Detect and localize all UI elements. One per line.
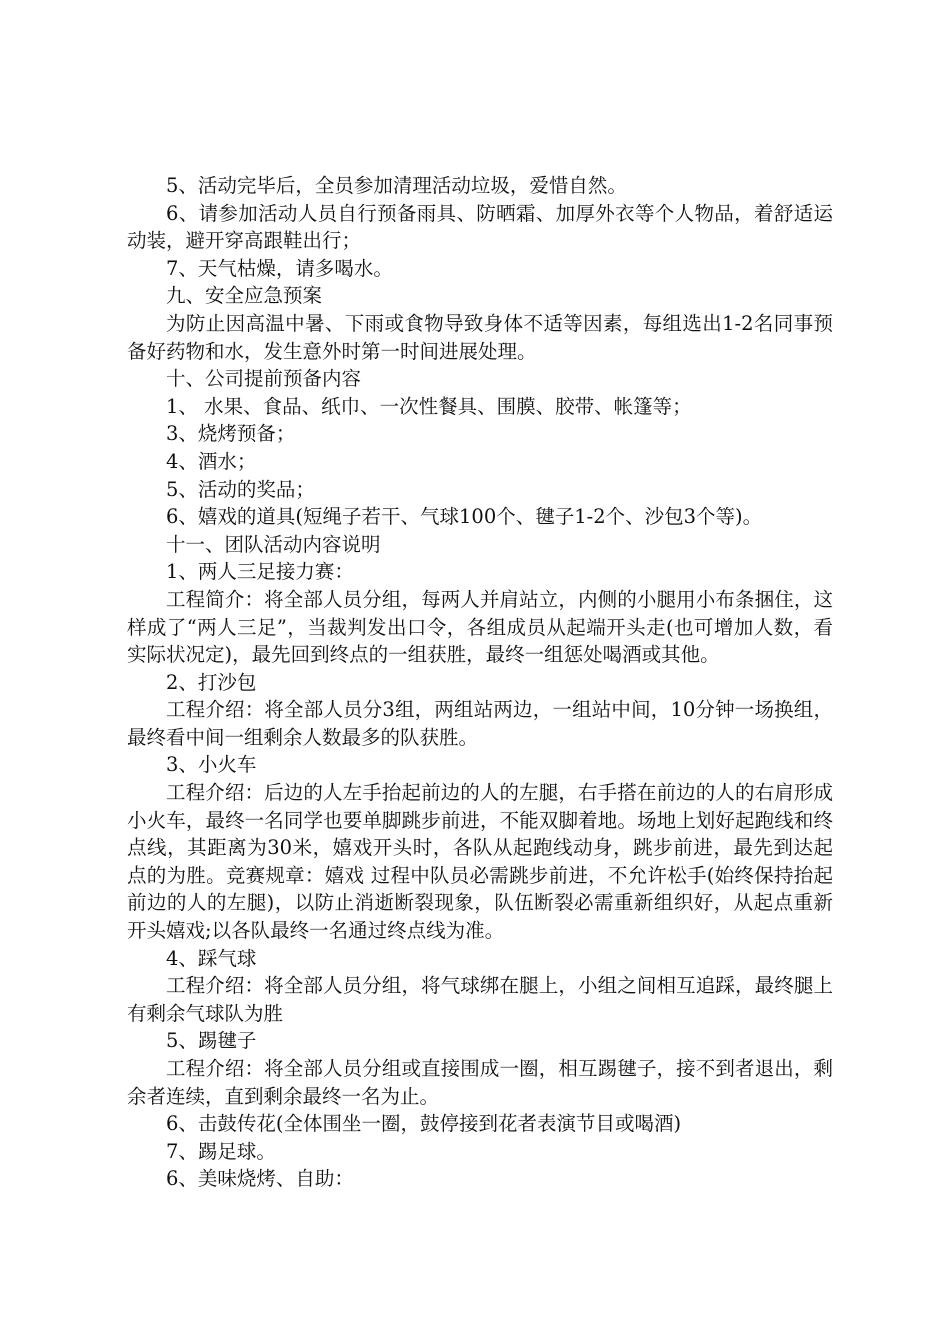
paragraph: 7、天气枯燥，请多喝水。 <box>166 256 393 280</box>
activity-title: 5、踢毽子 <box>166 1029 257 1053</box>
list-item: 6、嬉戏的道具(短绳子若干、气球100个、毽子1-2个、沙包3个等)。 <box>166 505 763 529</box>
paragraph: 工程介绍：将全部人员分组或直接围成一圈，相互踢毽子，接不到者退出，剩余者连续，直到剩余最终一名为止。 <box>127 1057 833 1108</box>
paragraph: 工程介绍：后边的人左手抬起前边的人的左腿，右手搭在前边的人的右肩形成小火车，最终一名同学也要单脚跳步前进，不能双脚着地。场地上划好起跑线和终点线，其距离为30米，嬉戏开头时，各队从起跑线动身，跳步前进，最先到达起点的为胜。竞赛规章：嬉戏 过程中队员必需跳步前进，不允许松手(始终保持抬起前边的人的左腿)，以防止消逝断裂现象，队伍断裂必需重新组织好，从起点重新开头嬉戏;以各队最终一名通过终点线为准。 <box>127 781 833 943</box>
activity-title: 3、小火车 <box>166 753 257 777</box>
activity-title: 6、击鼓传花(全体围坐一圈，鼓停接到花者表演节目或喝酒) <box>166 1112 682 1136</box>
activity-title: 4、踩气球 <box>166 946 257 970</box>
section-heading: 十一、团队活动内容说明 <box>166 532 381 556</box>
list-item: 3、烧烤预备； <box>166 422 296 446</box>
paragraph: 工程简介：将全部人员分组，每两人并肩站立，内侧的小腿用小布条捆住，这样成了“两人三足”，当裁判发出口令，各组成员从起端开头走(也可增加人数，看实际状况定)，最先回到终点的一组获胜，最终一组惩处喝酒或其他。 <box>127 587 833 667</box>
paragraph: 工程介绍：将全部人员分3组，两组站两边，一组站中间，10分钟一场换组，最终看中间一组剩余人数最多的队获胜。 <box>127 698 833 749</box>
activity-title: 7、踢足球。 <box>166 1139 276 1163</box>
paragraph: 6、请参加活动人员自行预备雨具、防晒霜、加厚外衣等个人物品，着舒适运动装，避开穿高跟鞋出行； <box>127 201 833 253</box>
activity-title: 1、两人三足接力赛： <box>166 560 354 584</box>
section-heading: 十、公司提前预备内容 <box>166 367 362 391</box>
activity-title: 2、打沙包 <box>166 670 257 694</box>
paragraph: 为防止因高温中暑、下雨或食物导致身体不适等因素，每组选出1-2名同事预备好药物和水，发生意外时第一时间进展处理。 <box>127 311 833 363</box>
document-body <box>127 172 833 1193</box>
paragraph: 工程介绍：将全部人员分组，将气球绑在腿上，小组之间相互追踩，最终腿上有剩余气球队为胜 <box>127 974 833 1025</box>
section-heading: 九、安全应急预案 <box>166 284 323 308</box>
list-item: 5、活动的奖品； <box>166 477 315 501</box>
list-item: 1、 水果、食品、纸巾、一次性餐具、围膜、胶带、帐篷等； <box>166 394 692 418</box>
list-item: 4、酒水； <box>166 449 257 473</box>
activity-title: 6、美味烧烤、自助： <box>166 1167 354 1191</box>
paragraph: 5、活动完毕后，全员参加清理活动垃圾，爱惜自然。 <box>166 174 627 197</box>
